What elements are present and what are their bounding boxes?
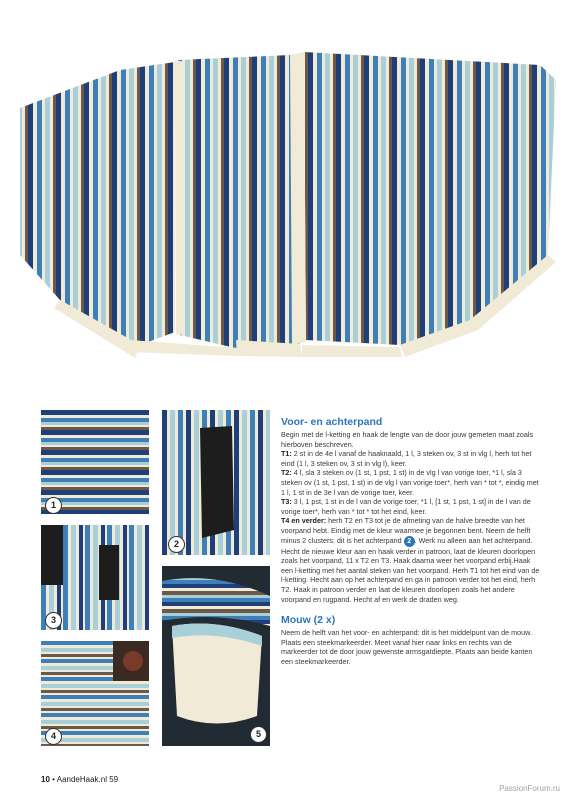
- photo-ref-badge: 2: [404, 536, 415, 547]
- row-text: 3 l, 1 pst, 1 st in de l van de vorige toer, *1 l, [1 st, 1 pst, 1 st] in de l van de vorige toer*, herh van * tot * tot het eind, keer.: [281, 497, 531, 516]
- pattern-instructions: [281, 416, 543, 666]
- step-photo-3: [41, 525, 149, 630]
- step-photo-2: [162, 410, 270, 555]
- section-title-sleeve: Mouw (2 x): [281, 614, 336, 627]
- step-photo-1: [41, 410, 149, 514]
- footer-bullet: •: [52, 775, 55, 784]
- row-text: . Werk nu alleen aan het achterpand. Hecht de nieuwe kleur aan en haak verder in patroon, laat de kleuren doorlopen zoals het voorpand, 11 x T2 en T3. Haak daarna weer het voorpand erbij.Haak een l-ketting met het aantal steken van het voorpand. Herh T1 tot het eind van de l-ketting. Hecht aan op het achterpand en ga in patroon verder tot het eind, herh T2. Haak in patroon verder en laat de kleuren doorlopen zoals het andere voorpand en rugpand. Hecht af en werk de draden weg.: [281, 535, 540, 604]
- row-label: T4 en verder:: [281, 516, 327, 526]
- row-label: T3:: [281, 497, 292, 507]
- row-t1: [281, 449, 543, 468]
- step-photo-5: [162, 566, 270, 746]
- row-t3: [281, 497, 543, 516]
- row-text: 4 l, sla 3 steken ov (1 st, 1 pst, 1 st) in de vlg l van vorige toer, *1 l, sla 3 steken ov (1 st, 1 pst, 1 st) in de vlg l van vorige toer*, herh van * tot *, eindig met 1 l, 1 st in de 3e l van de vorige toer, keer.: [281, 468, 539, 497]
- photo-number-badge: 5: [250, 726, 267, 743]
- watermark: PassionForum.ru: [499, 784, 560, 793]
- row-t2: [281, 468, 543, 497]
- step-photo-4: [41, 641, 149, 746]
- sleeve-text: Neem de helft van het voor- en achterpand: dit is het middelpunt van de mouw. Plaats een steekmarkeerder. Meet vanaf hier naar links en rechts van de markeerder tot de door jouw gewenste armsgatdiepte. Plaats aan beide kanten een steekmarkeerder.: [281, 628, 533, 666]
- photo-number-badge: 4: [45, 728, 62, 745]
- sleeve-section: [281, 614, 543, 666]
- section-title-body: Voor- en achterpand: [281, 416, 383, 428]
- page-number: 10: [41, 775, 50, 784]
- photo-number-badge: 1: [45, 497, 62, 514]
- photo-number-badge: 3: [45, 612, 62, 629]
- row-text: 2 st in de 4e l vanaf de haaknaald, 1 l, 3 steken ov, 3 st in vlg l, herh tot het eind (1 l, 3 steken ov, 3 st in vlg l), keer.: [281, 449, 532, 468]
- section-intro: Begin met de l-ketting en haak de lengte van de door jouw gemeten maat zoals hierboven beschreven.: [281, 430, 534, 449]
- row-label: T1:: [281, 449, 292, 459]
- magazine-name: AandeHaak.nl 59: [56, 775, 119, 784]
- row-t4: [281, 516, 543, 604]
- row-label: T2:: [281, 468, 292, 478]
- page-footer: [41, 775, 118, 784]
- row-text: herh T2 en T3 tot je de afmeting van de halve breedte van het voorpand hebt. Eindig met de kleur waarmee je begonnen bent. Neem de helft minus 2 clusters: dit is het achterpand: [281, 516, 531, 545]
- photo-number-badge: 2: [168, 536, 185, 553]
